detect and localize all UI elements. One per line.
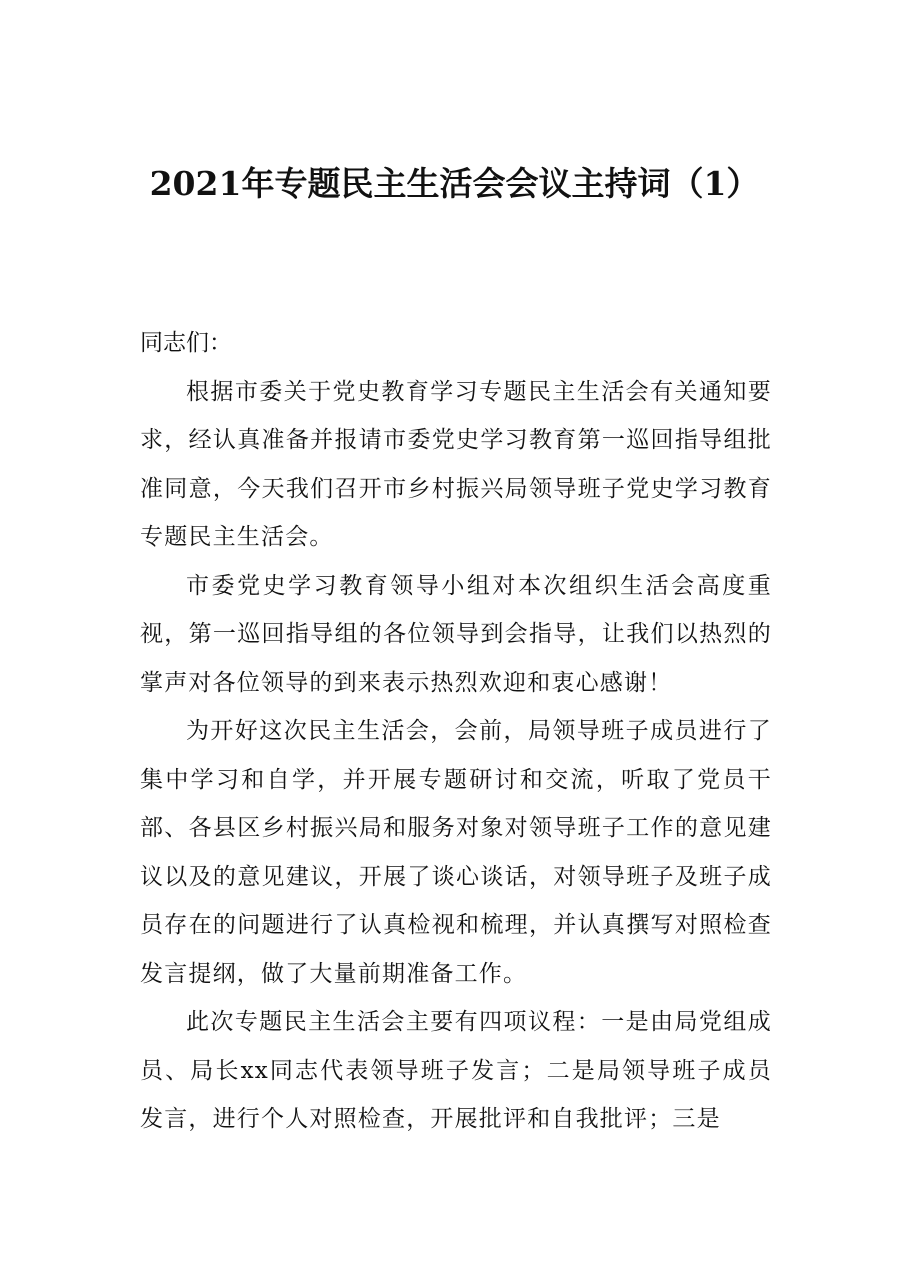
document-body [140,319,772,1144]
paragraph-1: 根据市委关于党史教育学习专题民主生活会有关通知要求，经认真准备并报请市委党史学习教育第一巡回指导组批准同意，今天我们召开市乡村振兴局领导班子党史学习教育专题民主生活会。 [140,378,772,550]
paragraph-2: 市委党史学习教育领导小组对本次组织生活会高度重视，第一巡回指导组的各位领导到会指导，让我们以热烈的掌声对各位领导的到来表示热烈欢迎和衷心感谢！ [140,572,772,696]
greeting: 同志们： [140,330,232,356]
paragraph-3: 为开好这次民主生活会，会前，局领导班子成员进行了集中学习和自学，并开展专题研讨和交流，听取了党员干部、各县区乡村振兴局和服务对象对领导班子工作的意见建议以及的意见建议，开展了谈心谈话，对领导班子及班子成员存在的问题进行了认真检视和梳理，并认真撰写对照检查发言提纲，做了大量前期准备工作。 [140,718,772,987]
document-title: 2021年专题民主生活会会议主持词（1） [149,164,760,204]
paragraph-4: 此次专题民主生活会主要有四项议程：一是由局党组成员、局长xx同志代表领导班子发言；二是局领导班子成员发言，进行个人对照检查，开展批评和自我批评；三是 [140,1009,772,1132]
